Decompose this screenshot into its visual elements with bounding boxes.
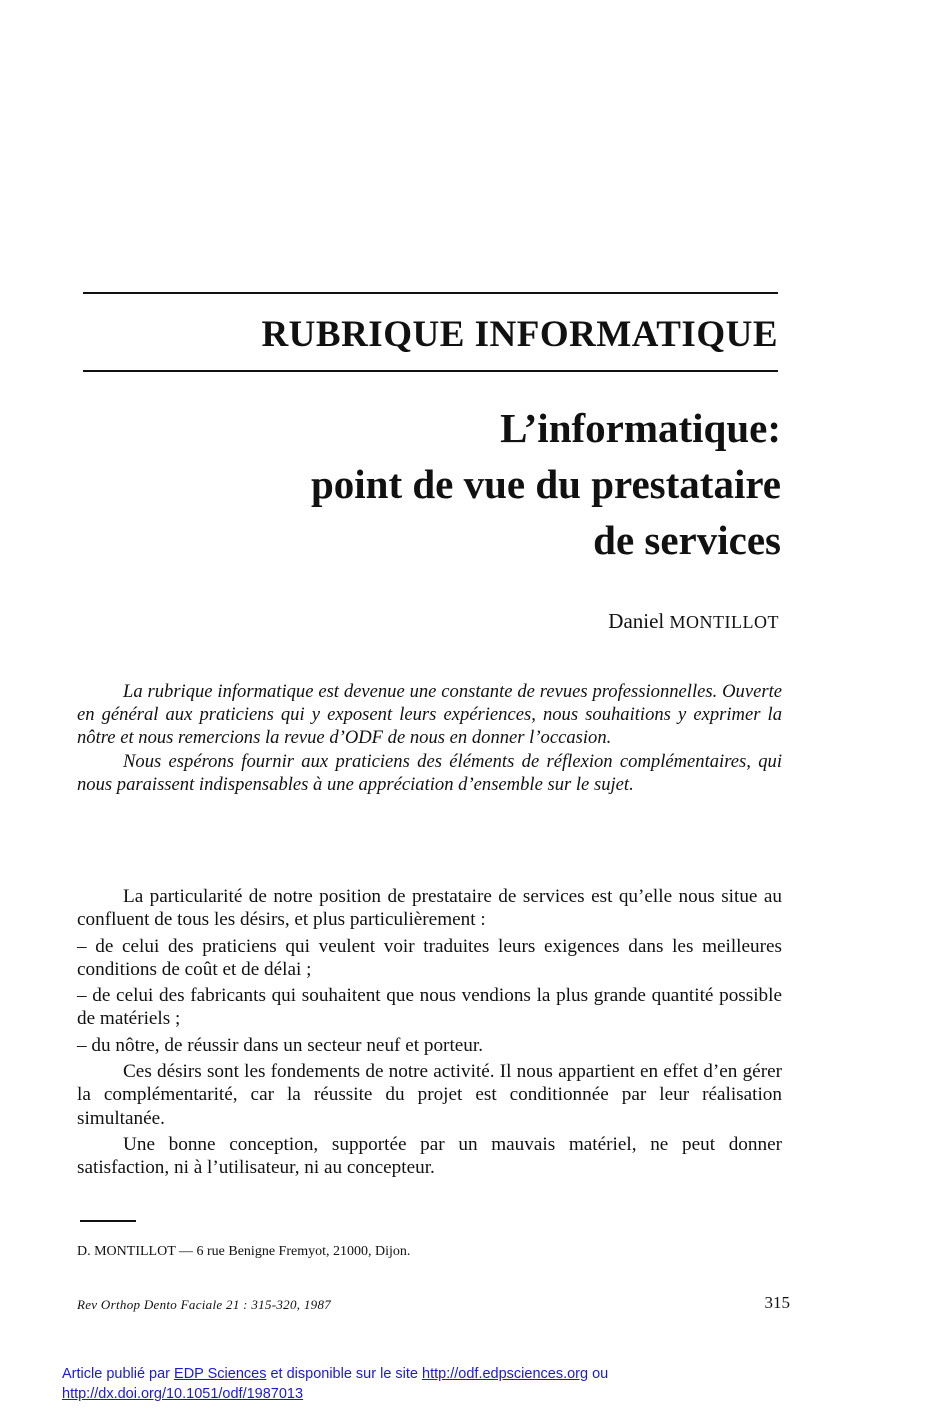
notice-suffix: ou [588,1366,609,1382]
section-title: RUBRIQUE INFORMATIQUE [261,314,778,355]
body-list-item-2: – de celui des fabricants qui souhaitent que nous vendions la plus grande quantité possible de matériels ; [77,985,782,1030]
site-link[interactable]: http://odf.edpsciences.org [422,1366,589,1382]
author [83,607,779,636]
doi-link[interactable]: http://dx.doi.org/10.1051/odf/1987013 [62,1386,304,1402]
abstract-paragraph-1: La rubrique informatique est devenue une constante de revues professionnelles. Ouverte en général aux praticiens qui y exposent leurs expériences, nous souhaitions y exprimer la nôtre et nous remercions la revue d’ODF de nous en donner l’occasion. [77,681,782,749]
publisher-link[interactable]: EDP Sciences [174,1366,267,1382]
abstract-paragraph-2: Nous espérons fournir aux praticiens des éléments de réflexion complémentaires, qui nous paraissent indispensables à une appréciation d’ensemble sur le sujet. [77,750,782,795]
title-line-3: de services [593,517,781,563]
body-paragraph-3: Une bonne conception, supportée par un mauvais matériel, ne peut donner satisfaction, ni à l’utilisateur, ni au concepteur. [77,1133,782,1179]
body-paragraph-1: La particularité de notre position de prestataire de services est qu’elle nous situe au confluent de tous les désirs, et plus particulièrement : [77,886,782,931]
publisher-notice [62,1364,762,1404]
title-line-1: L’informatique: [500,405,781,451]
page-number: 315 [764,1293,790,1312]
notice-middle: et disponible sur le site [266,1366,423,1382]
notice-prefix: Article publié par [62,1366,175,1382]
body-paragraph-2: Ces désirs sont les fondements de notre activité. Il nous appartient en effet d’en gérer la complémentarité, car la réussite du projet est conditionnée par leur réalisation simultanée. [77,1061,782,1129]
article-title [83,400,781,568]
body-list-item-3: – du nôtre, de réussir dans un secteur neuf et porteur. [77,1034,484,1056]
author-last-name: MONTILLOT [669,612,779,632]
abstract [77,680,782,796]
author-address-footnote: D. MONTILLOT — 6 rue Benigne Fremyot, 21000, Dijon. [77,1244,411,1259]
journal-reference: Rev Orthop Dento Faciale 21 : 315-320, 1987 [77,1297,332,1312]
article-body [77,885,782,1183]
body-list-item-1: – de celui des praticiens qui veulent voir traduites leurs exigences dans les meilleures conditions de coût et de délai ; [77,935,782,980]
title-line-2: point de vue du prestataire [310,461,781,507]
header-rule-top [83,292,778,294]
header-rule-bottom [83,370,778,372]
author-first-name: Daniel [608,609,665,633]
footnote-rule [80,1220,136,1222]
